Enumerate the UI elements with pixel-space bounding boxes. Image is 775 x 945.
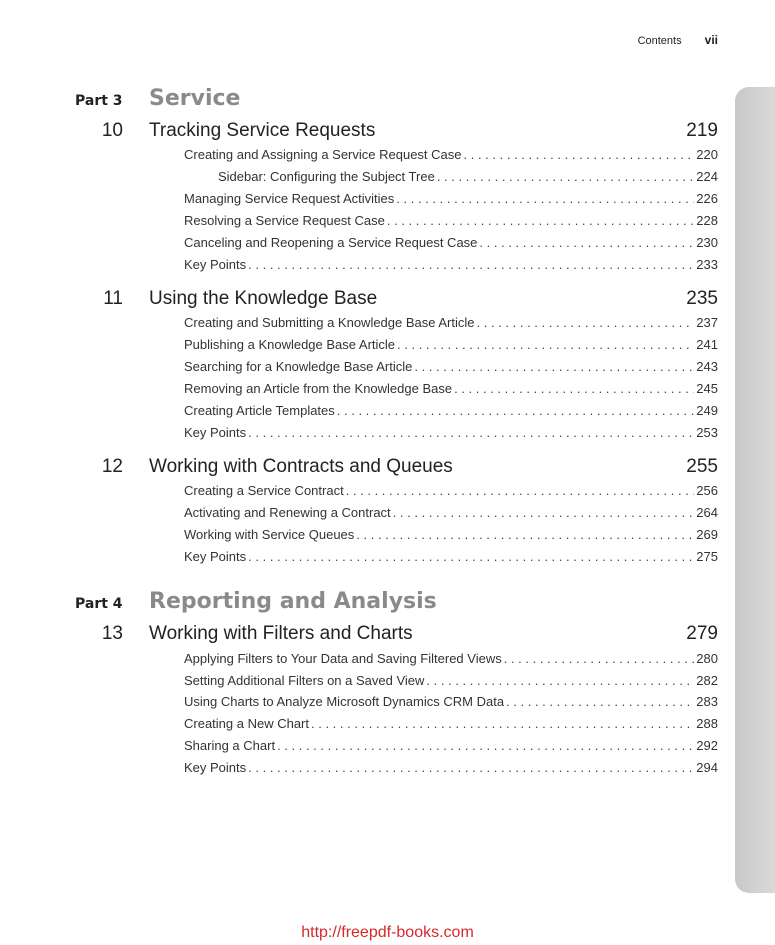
entry-page: 241 xyxy=(696,337,718,352)
entry-title: Key Points xyxy=(184,760,247,775)
toc-entry[interactable] xyxy=(184,359,718,377)
entry-page: 283 xyxy=(696,694,718,709)
toc-entry[interactable] xyxy=(184,315,718,333)
chapter-title: Working with Contracts and Queues xyxy=(149,456,453,477)
entry-title: Key Points xyxy=(184,549,247,564)
entry-page: 224 xyxy=(696,169,718,184)
entry-title: Using Charts to Analyze Microsoft Dynamics CRM Data xyxy=(184,694,505,709)
entry-page: 253 xyxy=(696,425,718,440)
toc-entry[interactable] xyxy=(184,483,718,501)
entry-page: 256 xyxy=(696,483,718,498)
chapter-heading[interactable] xyxy=(0,288,718,312)
entry-title: Setting Additional Filters on a Saved View xyxy=(184,673,425,688)
entry-page: 292 xyxy=(696,738,718,753)
chapter-page: 235 xyxy=(686,288,718,309)
entry-page: 269 xyxy=(696,527,718,542)
part-title: Reporting and Analysis xyxy=(149,589,437,614)
footer-link[interactable]: http://freepdf-books.com xyxy=(301,924,474,941)
entry-page: 280 xyxy=(696,651,718,666)
entry-title: Sidebar: Configuring the Subject Tree xyxy=(218,169,435,184)
entry-title: Key Points xyxy=(184,257,247,272)
chapter-page: 279 xyxy=(686,623,718,644)
toc-entry[interactable] xyxy=(184,403,718,421)
chapter-number: 10 xyxy=(101,120,123,141)
toc-entry[interactable] xyxy=(184,257,718,275)
entry-page: 294 xyxy=(696,760,718,775)
entry-page: 282 xyxy=(696,673,718,688)
entry-page: 243 xyxy=(696,359,718,374)
entry-title: Activating and Renewing a Contract xyxy=(184,505,391,520)
entry-page: 226 xyxy=(696,191,718,206)
chapter-page: 219 xyxy=(686,120,718,141)
entry-page: 228 xyxy=(696,213,718,228)
entry-title: Canceling and Reopening a Service Request Case xyxy=(184,235,478,250)
chapter-title: Tracking Service Requests xyxy=(149,120,376,141)
entry-page: 230 xyxy=(696,235,718,250)
chapter-heading[interactable] xyxy=(0,623,718,647)
chapter-number: 12 xyxy=(101,456,123,477)
toc-entry[interactable] xyxy=(184,235,718,253)
entry-title: Creating and Assigning a Service Request Case xyxy=(184,147,462,162)
chapter-title: Using the Knowledge Base xyxy=(149,288,378,309)
part-heading xyxy=(0,86,718,114)
entry-page: 264 xyxy=(696,505,718,520)
part-label: Part 4 xyxy=(75,596,123,612)
chapter-heading[interactable] xyxy=(0,120,718,144)
chapter-number: 11 xyxy=(103,288,123,309)
header-section: Contents xyxy=(637,35,682,47)
toc-entry[interactable] xyxy=(184,505,718,523)
page-header xyxy=(638,33,718,47)
toc-entry[interactable] xyxy=(184,651,718,669)
entry-page: 249 xyxy=(696,403,718,418)
chapter-page: 255 xyxy=(686,456,718,477)
part-title: Service xyxy=(149,86,241,111)
entry-title: Working with Service Queues xyxy=(184,527,355,542)
toc-entry[interactable] xyxy=(184,191,718,209)
entry-page: 220 xyxy=(696,147,718,162)
entry-title: Removing an Article from the Knowledge Base xyxy=(184,381,453,396)
entry-title: Searching for a Knowledge Base Article xyxy=(184,359,413,374)
entry-title: Publishing a Knowledge Base Article xyxy=(184,337,396,352)
chapter-number: 13 xyxy=(101,623,123,644)
part-label: Part 3 xyxy=(75,93,123,109)
toc-entry[interactable] xyxy=(184,213,718,231)
toc-entry[interactable] xyxy=(218,169,718,187)
entry-page: 237 xyxy=(696,315,718,330)
entry-title: Sharing a Chart xyxy=(184,738,276,753)
toc-entry[interactable] xyxy=(184,549,718,567)
toc-entry[interactable] xyxy=(184,760,718,778)
entry-page: 233 xyxy=(696,257,718,272)
entry-title: Resolving a Service Request Case xyxy=(184,213,385,228)
entry-page: 245 xyxy=(696,381,718,396)
chapter-heading[interactable] xyxy=(0,456,718,480)
toc-entry[interactable] xyxy=(184,716,718,734)
chapter-title: Working with Filters and Charts xyxy=(149,623,413,644)
entry-title: Creating and Submitting a Knowledge Base Article xyxy=(184,315,475,330)
toc-entry[interactable] xyxy=(184,673,718,691)
toc-entry[interactable] xyxy=(184,527,718,545)
part-heading xyxy=(0,589,718,617)
entry-title: Applying Filters to Your Data and Saving Filtered Views xyxy=(184,651,502,666)
entry-title: Creating a Service Contract xyxy=(184,483,344,498)
thumb-tab xyxy=(735,87,775,893)
toc-entry[interactable] xyxy=(184,381,718,399)
entry-page: 288 xyxy=(696,716,718,731)
entry-title: Creating a New Chart xyxy=(184,716,309,731)
toc-entry[interactable] xyxy=(184,694,718,712)
toc-entry[interactable] xyxy=(184,738,718,756)
toc-entry[interactable] xyxy=(184,337,718,355)
entry-title: Key Points xyxy=(184,425,247,440)
header-page-number: vii xyxy=(704,33,718,47)
toc-entry[interactable] xyxy=(184,425,718,443)
entry-title: Managing Service Request Activities xyxy=(184,191,395,206)
entry-title: Creating Article Templates xyxy=(184,403,335,418)
toc-entry[interactable] xyxy=(184,147,718,165)
entry-page: 275 xyxy=(696,549,718,564)
